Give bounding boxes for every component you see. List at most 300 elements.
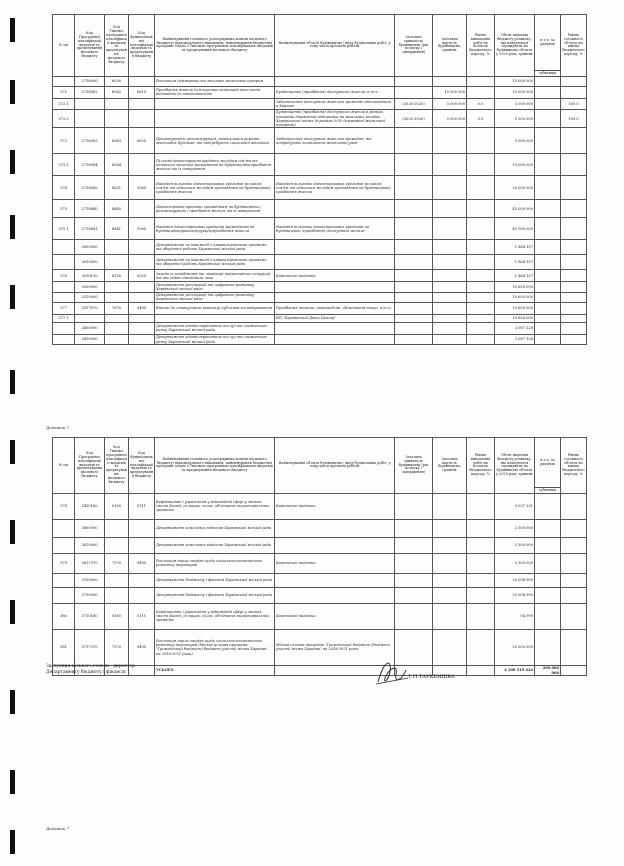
table-row <box>53 76 587 86</box>
row-readiness-end <box>561 86 587 98</box>
row-readiness-end <box>561 553 587 573</box>
row-duration <box>395 282 433 292</box>
row-readiness: 0.0 <box>467 109 495 128</box>
row-cost <box>433 292 467 302</box>
row-object: Надання пільгових довгострокових кредитів на будівництво (придбання) доступного житла <box>275 218 395 240</box>
row-duration <box>395 292 433 302</box>
kpk-code: 3700000 <box>75 573 105 587</box>
row-cost <box>433 587 467 603</box>
row-name <box>155 109 275 128</box>
row-object: Будівництво (придбання) доступного житла в рамках програми державної підтримки на загальних засадах Харківського міста (в рамках 50% державної житлової програми) <box>275 109 395 128</box>
row-readiness-end <box>561 240 587 255</box>
row-readiness-end <box>561 200 587 218</box>
total-label: УСЬОГО <box>155 665 275 675</box>
row-object: Забезпечення доступним житлом громадян вітчизняного в Харкові <box>275 98 395 109</box>
header-num: № з/п <box>53 438 75 494</box>
tkv-code <box>105 98 129 109</box>
header-fkv: Код Функціональної класифікації видатків та кредитування бюджету <box>129 15 155 77</box>
row-readiness-end <box>561 218 587 240</box>
kpk-code: 3410000 <box>75 334 105 344</box>
kpk-code <box>75 314 105 322</box>
row-name: Внески до статутного капіталу суб'єктів господарювання <box>155 302 275 314</box>
fkv-code <box>129 240 155 255</box>
row-volume: 10 650 000 <box>495 302 535 314</box>
row-number: 375.1 <box>53 218 75 240</box>
row-object <box>275 322 395 334</box>
row-name: Департамент земельних відносин Харківської міської ради <box>155 519 275 537</box>
row-volume: 5 000 000 <box>495 98 535 109</box>
fkv-code <box>129 282 155 292</box>
row-volume: 10 650 000 <box>495 292 535 302</box>
row-number: 372.2 <box>53 109 75 128</box>
header-object: Найменування об'єкта будівництва / виду будівельних робіт, у тому числі проектні роботи <box>275 15 395 77</box>
header-readiness-end: Рівень готовності об'єкта на кінець бюджетного періоду, % <box>561 438 587 494</box>
row-number <box>53 292 75 302</box>
fkv-code <box>129 573 155 587</box>
row-readiness-end: 100.0 <box>561 109 587 128</box>
row-cost <box>433 629 467 665</box>
row-name: Керівництво і управління у відповідній сфері у містах (місті Києві), селищах, селах, об'єднаних територіальних громадах <box>155 603 275 629</box>
row-number <box>53 322 75 334</box>
row-name: Департамент земельних відносин Харківської міської ради <box>155 537 275 553</box>
row-cost <box>433 76 467 86</box>
fkv-code <box>129 314 155 322</box>
scan-edge-mark <box>10 440 15 464</box>
row-subvention <box>535 314 561 322</box>
table-row <box>53 282 587 292</box>
row-duration <box>395 154 433 176</box>
fkv-code: 0320 <box>129 270 155 282</box>
row-cost <box>433 270 467 282</box>
fkv-code <box>129 76 155 86</box>
row-readiness <box>467 218 495 240</box>
fkv-code: 0490 <box>129 302 155 314</box>
row-volume: 15 000 000 <box>495 76 535 86</box>
total-volume: 4 308 519 024 <box>495 665 535 675</box>
header-incl: в т.ч. за рахунок <box>535 15 561 71</box>
row-readiness-end <box>561 519 587 537</box>
row-name: Департамент по взаємодії з правоохоронними органами та оборонної роботи Харківської міської ради <box>155 240 275 255</box>
row-readiness-end <box>561 603 587 629</box>
table-header-row <box>53 15 587 71</box>
row-volume: 5 000 000 <box>495 109 535 128</box>
row-name <box>155 98 275 109</box>
kpk-code: 3610000 <box>75 537 105 553</box>
row-object <box>275 154 395 176</box>
row-object <box>275 240 395 255</box>
row-name: Департамент реєстрації та цифрового розвитку Харківської міської ради <box>155 282 275 292</box>
row-readiness-end <box>561 334 587 344</box>
table-row <box>53 603 587 629</box>
fkv-code <box>129 322 155 334</box>
row-subvention <box>535 587 561 603</box>
row-object: Надання пільгових довгострокових кредитів молодим сім'ям та одиноким молодим громадянам на будівництво/придбання житла <box>275 176 395 200</box>
row-number <box>53 334 75 344</box>
row-readiness <box>467 334 495 344</box>
scan-edge-mark <box>10 770 15 794</box>
tkv-code: 6082 <box>105 86 129 98</box>
row-cost <box>433 603 467 629</box>
row-object <box>275 573 395 587</box>
kpk-code: 3300000 <box>75 282 105 292</box>
row-readiness-end <box>561 282 587 292</box>
fkv-code: 0490 <box>129 629 155 665</box>
row-duration <box>395 573 433 587</box>
row-readiness <box>467 270 495 282</box>
row-duration <box>395 493 433 519</box>
table-row <box>53 128 587 154</box>
tkv-code: 7370 <box>105 629 129 665</box>
row-duration <box>395 240 433 255</box>
scan-edge-mark <box>10 215 15 239</box>
header-tkv: Код Типової програмної класифікації видатків та кредитування місцевого бюджету <box>105 438 129 494</box>
row-cost <box>433 553 467 573</box>
header-name: Найменування головного розпорядника коштів місцевого бюджету/ відповідального виконавця, найменування бюджетної програми згідно з Типовою програмною класифікацією видатків та кредитування місцевого бюджету <box>155 15 275 77</box>
row-subvention <box>535 292 561 302</box>
row-name: Департамент адміністративних послуг та споживчого ринку Харківської міської ради <box>155 322 275 334</box>
row-number: 375 <box>53 200 75 218</box>
row-volume: 94 990 <box>495 603 535 629</box>
row-name: Надання пільгових довгострокових кредитів молодим сім'ям та одиноким молодим громадянам на будівництво/придбання житла <box>155 176 275 200</box>
header-fkv: Код Функціональної класифікації видатків та кредитування бюджету <box>129 438 155 494</box>
kpk-code: 3010000 <box>75 255 105 270</box>
row-object <box>275 255 395 270</box>
fkv-code: 0490 <box>129 553 155 573</box>
tkv-code <box>105 537 129 553</box>
scan-edge-mark <box>10 830 15 854</box>
row-subvention <box>535 176 561 200</box>
row-volume: 45 000 000 <box>495 218 535 240</box>
kpk-code: 2716000 <box>75 76 105 86</box>
row-readiness-end <box>561 128 587 154</box>
kpk-code <box>75 109 105 128</box>
header-incl: в т.ч. за рахунок <box>535 438 561 488</box>
row-number: 372 <box>53 86 75 98</box>
scan-edge-mark <box>10 80 15 104</box>
row-object <box>275 537 395 553</box>
row-readiness-end <box>561 292 587 302</box>
row-number: 381 <box>53 629 75 665</box>
header-volume: Обсяг видатків бюджету розвитку, які плануються спрямувати на будівництво об'єкта у 2020 році, гривень <box>495 15 535 77</box>
row-readiness-end <box>561 302 587 314</box>
table-row <box>53 86 587 98</box>
row-cost <box>433 334 467 344</box>
fkv-code <box>129 519 155 537</box>
kpk-code: 2718841 <box>75 218 105 240</box>
row-cost: 5 000 000 <box>433 98 467 109</box>
row-duration <box>395 314 433 322</box>
header-subvention: субвенція <box>535 488 561 494</box>
row-duration <box>395 302 433 314</box>
tkv-code <box>105 292 129 302</box>
row-volume: 1 864 157 <box>495 255 535 270</box>
row-name: Пільгові довгострокові кредити молодим сім'ям та одиноким молодим громадянам на будівництво/придбання житла та їх повернення <box>155 154 275 176</box>
row-name: Департамент реєстрації та цифрового розвитку Харківської міської ради <box>155 292 275 302</box>
row-name: Департамент бюджету і фінансів Харківської міської ради <box>155 587 275 603</box>
row-subvention <box>535 109 561 128</box>
table-row <box>53 218 587 240</box>
row-cost <box>433 255 467 270</box>
row-subvention <box>535 128 561 154</box>
row-readiness-end <box>561 314 587 322</box>
scan-edge-mark <box>10 285 15 309</box>
row-volume: 10 000 000 <box>495 86 535 98</box>
header-readiness-end: Рівень готовності об'єкта на кінець бюджетного періоду, % <box>561 15 587 77</box>
row-subvention <box>535 255 561 270</box>
row-readiness-end <box>561 76 587 86</box>
row-duration <box>395 128 433 154</box>
kpk-code: 3400000 <box>75 322 105 334</box>
row-subvention <box>535 154 561 176</box>
row-volume: 20 094 990 <box>495 587 535 603</box>
kpk-code: 2716084 <box>75 154 105 176</box>
kpk-code: 3317670 <box>75 302 105 314</box>
row-subvention <box>535 603 561 629</box>
row-readiness <box>467 553 495 573</box>
fkv-code <box>129 334 155 344</box>
row-object: Забезпечення доступним житлом громадян, які потребують поліпшення житлових умов <box>275 128 395 154</box>
header-object: Найменування об'єкта будівництва / виду будівельних робіт, у тому числі проектні роботи <box>275 438 395 494</box>
header-cost: Загальна вартість будівництва, гривень <box>433 15 467 77</box>
row-readiness-end <box>561 270 587 282</box>
row-cost <box>433 128 467 154</box>
row-number: 377 <box>53 302 75 314</box>
scan-edge-mark <box>10 690 15 714</box>
row-readiness <box>467 292 495 302</box>
tkv-code: 7670 <box>105 302 129 314</box>
fkv-code <box>129 255 155 270</box>
table-row <box>53 314 587 322</box>
table-row <box>53 493 587 519</box>
fkv-code <box>129 154 155 176</box>
row-subvention <box>535 629 561 665</box>
row-cost <box>433 302 467 314</box>
row-object: Капітальні видатки <box>275 603 395 629</box>
tkv-code: 7370 <box>105 553 129 573</box>
row-cost <box>433 154 467 176</box>
row-readiness <box>467 240 495 255</box>
tkv-code <box>105 519 129 537</box>
row-number <box>53 282 75 292</box>
row-duration <box>395 86 433 98</box>
scan-edge-mark <box>10 370 15 394</box>
tkv-code: 0160 <box>105 493 129 519</box>
table-row <box>53 537 587 553</box>
table-row <box>53 587 587 603</box>
scan-edge-mark <box>10 520 15 544</box>
row-volume: 2 500 000 <box>495 553 535 573</box>
tkv-code: 0160 <box>105 603 129 629</box>
kpk-code: 3710000 <box>75 587 105 603</box>
row-cost <box>433 200 467 218</box>
table-row <box>53 255 587 270</box>
row-readiness <box>467 322 495 334</box>
header-name: Найменування головного розпорядника коштів місцевого бюджету/ відповідального виконавця, найменування бюджетної програми згідно з Типовою програмною класифікацією видатків та кредитування місцевого бюджету <box>155 438 275 494</box>
row-object: Придбання техніки, автомобілів, обладнання тощо, в т.ч.: <box>275 302 395 314</box>
row-readiness-end <box>561 255 587 270</box>
row-volume: 10 650 000 <box>495 314 535 322</box>
row-number: 378 <box>53 493 75 519</box>
row-object: Міська цільова програма "Громадський бюджет (бюджет участі) міста Харкова" на 2018-2021 роки <box>275 629 395 665</box>
row-cost <box>433 176 467 200</box>
row-cost <box>433 537 467 553</box>
row-volume: 3 037 231 <box>495 493 535 519</box>
table-row <box>53 573 587 587</box>
row-object: КП "Харківський Дата Центр" <box>275 314 395 322</box>
kpk-code: 3018130 <box>75 270 105 282</box>
fkv-code <box>129 98 155 109</box>
row-readiness <box>467 282 495 292</box>
tkv-code: 8821 <box>105 176 129 200</box>
row-name: Департамент адміністративних послуг та споживчого ринку Харківської міської ради <box>155 334 275 344</box>
fkv-code: 0620 <box>129 128 155 154</box>
row-duration <box>395 537 433 553</box>
row-duration: (2020-2020) <box>395 109 433 128</box>
row-volume: 20 000 000 <box>495 176 535 200</box>
row-volume: 3 087 128 <box>495 322 535 334</box>
header-readiness: Рівень виконання робіт на початок бюджетного періоду, % <box>467 15 495 77</box>
row-cost <box>433 218 467 240</box>
row-volume: 5 000 000 <box>495 128 535 154</box>
row-subvention <box>535 240 561 255</box>
kpk-code: 2718840 <box>75 200 105 218</box>
table-row <box>53 629 587 665</box>
tkv-code <box>105 255 129 270</box>
row-name: Довгострокові кредити громадянам на будівництво / реконструкцію / придбання житла та їх повернення <box>155 200 275 218</box>
row-duration <box>395 334 433 344</box>
handwritten-signature-icon <box>372 654 412 690</box>
appendix-note: Додаток 7 <box>46 425 69 430</box>
kpk-code <box>75 98 105 109</box>
row-name: Керівництво і управління у відповідній сфері у містах (місті Києві), селищах, селах, об'єднаних територіальних громадах <box>155 493 275 519</box>
row-duration <box>395 553 433 573</box>
table-header-row <box>53 438 587 488</box>
row-number: 376 <box>53 270 75 282</box>
row-readiness: 0.0 <box>467 98 495 109</box>
row-object: Капітальні видатки <box>275 270 395 282</box>
header-kpk: Код Програмної класифікації видатків та кредитування місцевого бюджету <box>75 438 105 494</box>
row-volume: 20 000 000 <box>495 629 535 665</box>
row-readiness-end <box>561 629 587 665</box>
kpk-code: 3717370 <box>75 629 105 665</box>
table-row <box>53 322 587 334</box>
kpk-code: 3000000 <box>75 240 105 255</box>
row-subvention <box>535 98 561 109</box>
row-name: Реалізація державних та місцевих житлових програм <box>155 76 275 86</box>
row-number: 379 <box>53 553 75 573</box>
fkv-code: 1060 <box>129 218 155 240</box>
tkv-code: 6084 <box>105 154 129 176</box>
row-cost <box>433 493 467 519</box>
row-object <box>275 200 395 218</box>
row-subvention <box>535 573 561 587</box>
row-readiness-end <box>561 573 587 587</box>
row-subvention <box>535 493 561 519</box>
row-readiness-end <box>561 537 587 553</box>
row-number <box>53 519 75 537</box>
row-readiness-end <box>561 493 587 519</box>
row-subvention <box>535 553 561 573</box>
row-number <box>53 255 75 270</box>
signatory-position: Заступник міського голови - директор Департаменту бюджету і фінансів <box>46 664 135 675</box>
row-subvention <box>535 76 561 86</box>
header-volume: Обсяг видатків бюджету розвитку, які плануються спрямувати на будівництво об'єкта у 2020 році, гривень <box>495 438 535 494</box>
row-cost <box>433 322 467 334</box>
row-duration <box>395 200 433 218</box>
tkv-code <box>105 334 129 344</box>
row-volume: 2 500 000 <box>495 537 535 553</box>
budget-table-2 <box>52 437 587 676</box>
row-readiness <box>467 587 495 603</box>
row-subvention <box>535 334 561 344</box>
row-name: Реалізація інших заходів щодо соціально-економічного розвитку територій (Міська цільова програма "Громадський бюджет (бюджет участі) міста Харкова" на 2018-2021 роки) <box>155 629 275 665</box>
row-readiness <box>467 314 495 322</box>
row-name <box>155 314 275 322</box>
row-readiness <box>467 255 495 270</box>
row-readiness-end <box>561 176 587 200</box>
row-subvention <box>535 218 561 240</box>
row-subvention <box>535 322 561 334</box>
row-object <box>275 334 395 344</box>
tkv-code <box>105 573 129 587</box>
table-row <box>53 200 587 218</box>
kpk-code: 2716083 <box>75 128 105 154</box>
row-subvention <box>535 519 561 537</box>
row-cost: 5 000 000 <box>433 109 467 128</box>
table-row <box>53 302 587 314</box>
row-volume: 2 500 000 <box>495 519 535 537</box>
row-name: Заходи із запобігання та ліквідації надзвичайних ситуацій та наслідків стихійного лиха <box>155 270 275 282</box>
row-readiness-end: 100.0 <box>561 98 587 109</box>
row-readiness <box>467 176 495 200</box>
table-row <box>53 154 587 176</box>
table-row <box>53 553 587 573</box>
row-name: Надання довгострокових кредитів громадянам на будівництво/реконструкцію/придбання житла <box>155 218 275 240</box>
header-readiness: Рівень виконання робіт на початок бюджетного періоду, % <box>467 438 495 494</box>
tkv-code <box>105 240 129 255</box>
table-row <box>53 176 587 200</box>
row-volume: 1 864 157 <box>495 270 535 282</box>
tkv-code <box>105 109 129 128</box>
row-number: 380 <box>53 603 75 629</box>
row-cost <box>433 240 467 255</box>
row-number: 377.1 <box>53 314 75 322</box>
row-cost <box>433 519 467 537</box>
row-readiness <box>467 629 495 665</box>
tkv-code: 8841 <box>105 218 129 240</box>
row-readiness <box>467 519 495 537</box>
row-duration: (2020-2020) <box>395 98 433 109</box>
row-cost <box>433 314 467 322</box>
row-readiness <box>467 154 495 176</box>
table-row <box>53 270 587 282</box>
table-row <box>53 519 587 537</box>
row-subvention <box>535 86 561 98</box>
row-duration <box>395 255 433 270</box>
fkv-code <box>129 587 155 603</box>
row-object: Будівництво (придбання) доступного житла, в т.ч.: <box>275 86 395 98</box>
row-cost <box>433 573 467 587</box>
row-readiness <box>467 603 495 629</box>
table-row <box>53 98 587 109</box>
row-subvention <box>535 537 561 553</box>
row-subvention <box>535 270 561 282</box>
row-number <box>53 537 75 553</box>
row-object: Капітальні видатки <box>275 553 395 573</box>
row-number: 372.1 <box>53 98 75 109</box>
row-volume: 45 000 000 <box>495 200 535 218</box>
row-number: 373.1 <box>53 154 75 176</box>
